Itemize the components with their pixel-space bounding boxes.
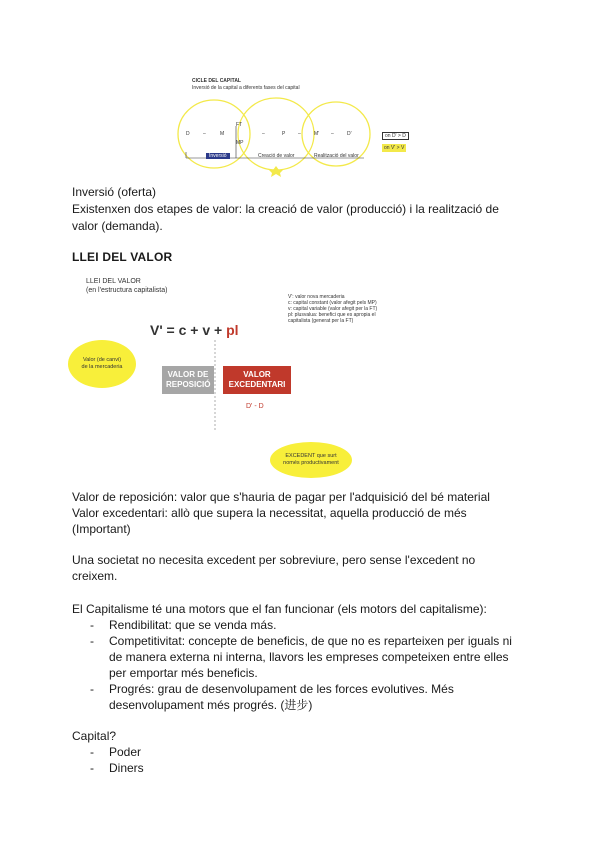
bullet-marker: - bbox=[90, 618, 94, 632]
bullet-diners: Diners bbox=[109, 761, 144, 775]
label-inversio: Inversió bbox=[206, 153, 230, 159]
box-valor-excedentari-text: VALOR EXCEDENTARI bbox=[228, 370, 286, 389]
label-realitzacio: Realització del valor bbox=[314, 153, 359, 159]
paragraph-inversio-line1: Inversió (oferta) bbox=[72, 185, 157, 199]
legend-line: pl: plusvalua: benefici que es apropia el bbox=[288, 312, 376, 318]
flow-d-prime: D' bbox=[347, 131, 352, 137]
paragraph-inversio-line3: valor (demanda). bbox=[72, 219, 163, 233]
legend-line: c: capital constant (valor afegit pels MP) bbox=[288, 300, 377, 306]
divider-dashed bbox=[214, 340, 216, 430]
value-law-diagram bbox=[66, 272, 406, 482]
d-minus-label: D' - D bbox=[246, 403, 264, 410]
bullet-competitivitat-line2: de manera externa ni interna, llavors les empreses competeixen entre elles bbox=[109, 650, 509, 664]
note-d-prime: on D' > D bbox=[382, 132, 409, 140]
legend-line: V': valor nova mercaderia bbox=[288, 294, 345, 300]
flow-dash-3: – bbox=[298, 131, 301, 137]
capital-cycle-diagram bbox=[176, 72, 426, 182]
flow-ft: FT bbox=[236, 122, 243, 128]
paragraph-excedent-line2: creixem. bbox=[72, 569, 118, 583]
flow-m: M bbox=[220, 131, 225, 137]
value-law-title: LLEI DEL VALOR bbox=[86, 278, 141, 285]
value-formula bbox=[150, 322, 239, 338]
cycle-subtitle: Inversió de la capital a diferents fases del capital bbox=[192, 85, 300, 91]
note-v-prime: on V' > V bbox=[384, 145, 405, 151]
box-valor-excedentari bbox=[223, 366, 291, 394]
flow-dash-1: – bbox=[203, 131, 206, 137]
box-valor-reposicio bbox=[162, 366, 214, 394]
bubble-excedent bbox=[270, 442, 352, 478]
box-valor-reposicio-text: VALOR DE REPOSICIÓ bbox=[166, 370, 211, 389]
legend-line: v: capital variable (valor afegit per la FT) bbox=[288, 306, 378, 312]
flow-p: P bbox=[282, 131, 286, 137]
paragraph-motors-intro: El Capitalisme té una motors que el fan funcionar (els motors del capitalisme): bbox=[72, 602, 487, 616]
label-creacio: Creació de valor bbox=[258, 153, 295, 159]
bullet-competitivitat-line1: Competitivitat: concepte de beneficis, de que no es reparteixen per iguals ni bbox=[109, 634, 512, 648]
bullet-marker: - bbox=[90, 634, 94, 648]
legend-line: capitalista (generat per la FT) bbox=[288, 318, 354, 324]
bullet-rendibilitat: Rendibilitat: que se venda más. bbox=[109, 618, 277, 632]
bullet-marker: - bbox=[90, 682, 94, 696]
bullet-marker: - bbox=[90, 761, 94, 775]
bullet-progres-line2: desenvolupament més progrés. (进步) bbox=[109, 698, 313, 712]
bubble-valor-canvi bbox=[68, 340, 136, 388]
flow-dash-4: – bbox=[331, 131, 334, 137]
formula-pl: pl bbox=[226, 322, 239, 338]
value-law-legend bbox=[288, 294, 377, 324]
bubble-excedent-text: EXCEDENT que surt només productivament bbox=[283, 453, 339, 466]
flow-mp: MP bbox=[236, 140, 244, 146]
bubble-valor-canvi-text: Valor (de canvi) de la mercaderia bbox=[81, 357, 123, 370]
paragraph-valors-line3: (Important) bbox=[72, 522, 131, 536]
bullet-marker: - bbox=[90, 745, 94, 759]
formula-main: V' = c + v + bbox=[150, 322, 227, 338]
paragraph-inversio-line2: Existenxen dos etapes de valor: la creació de valor (producció) i la realització de bbox=[72, 202, 499, 216]
flow-d: D bbox=[186, 131, 190, 137]
bullet-poder: Poder bbox=[109, 745, 142, 759]
paragraph-excedent-line1: Una societat no necesita excedent per sobreviure, pero sense l'excedent no bbox=[72, 553, 476, 567]
value-law-subtitle: (en l'estructura capitalista) bbox=[86, 287, 168, 294]
bullet-progres-line1: Progrés: grau de desenvolupament de les forces evolutives. Més bbox=[109, 682, 454, 696]
cycle-title: CICLE DEL CAPITAL bbox=[192, 78, 241, 84]
flow-m-prime: M' bbox=[314, 131, 320, 137]
paragraph-valors-line1: Valor de reposición: valor que s'hauria de pagar per l'adquisició del bé material bbox=[72, 490, 490, 504]
paragraph-valors-line2: Valor excedentari: allò que supera la necessitat, aquella producció de més bbox=[72, 506, 467, 520]
flow-dash-2: – bbox=[262, 131, 265, 137]
paragraph-capital-intro: Capital? bbox=[72, 729, 117, 743]
bullet-competitivitat-line3: per emportar més beneficis. bbox=[109, 666, 258, 680]
heading-llei-del-valor: LLEI DEL VALOR bbox=[72, 250, 173, 264]
